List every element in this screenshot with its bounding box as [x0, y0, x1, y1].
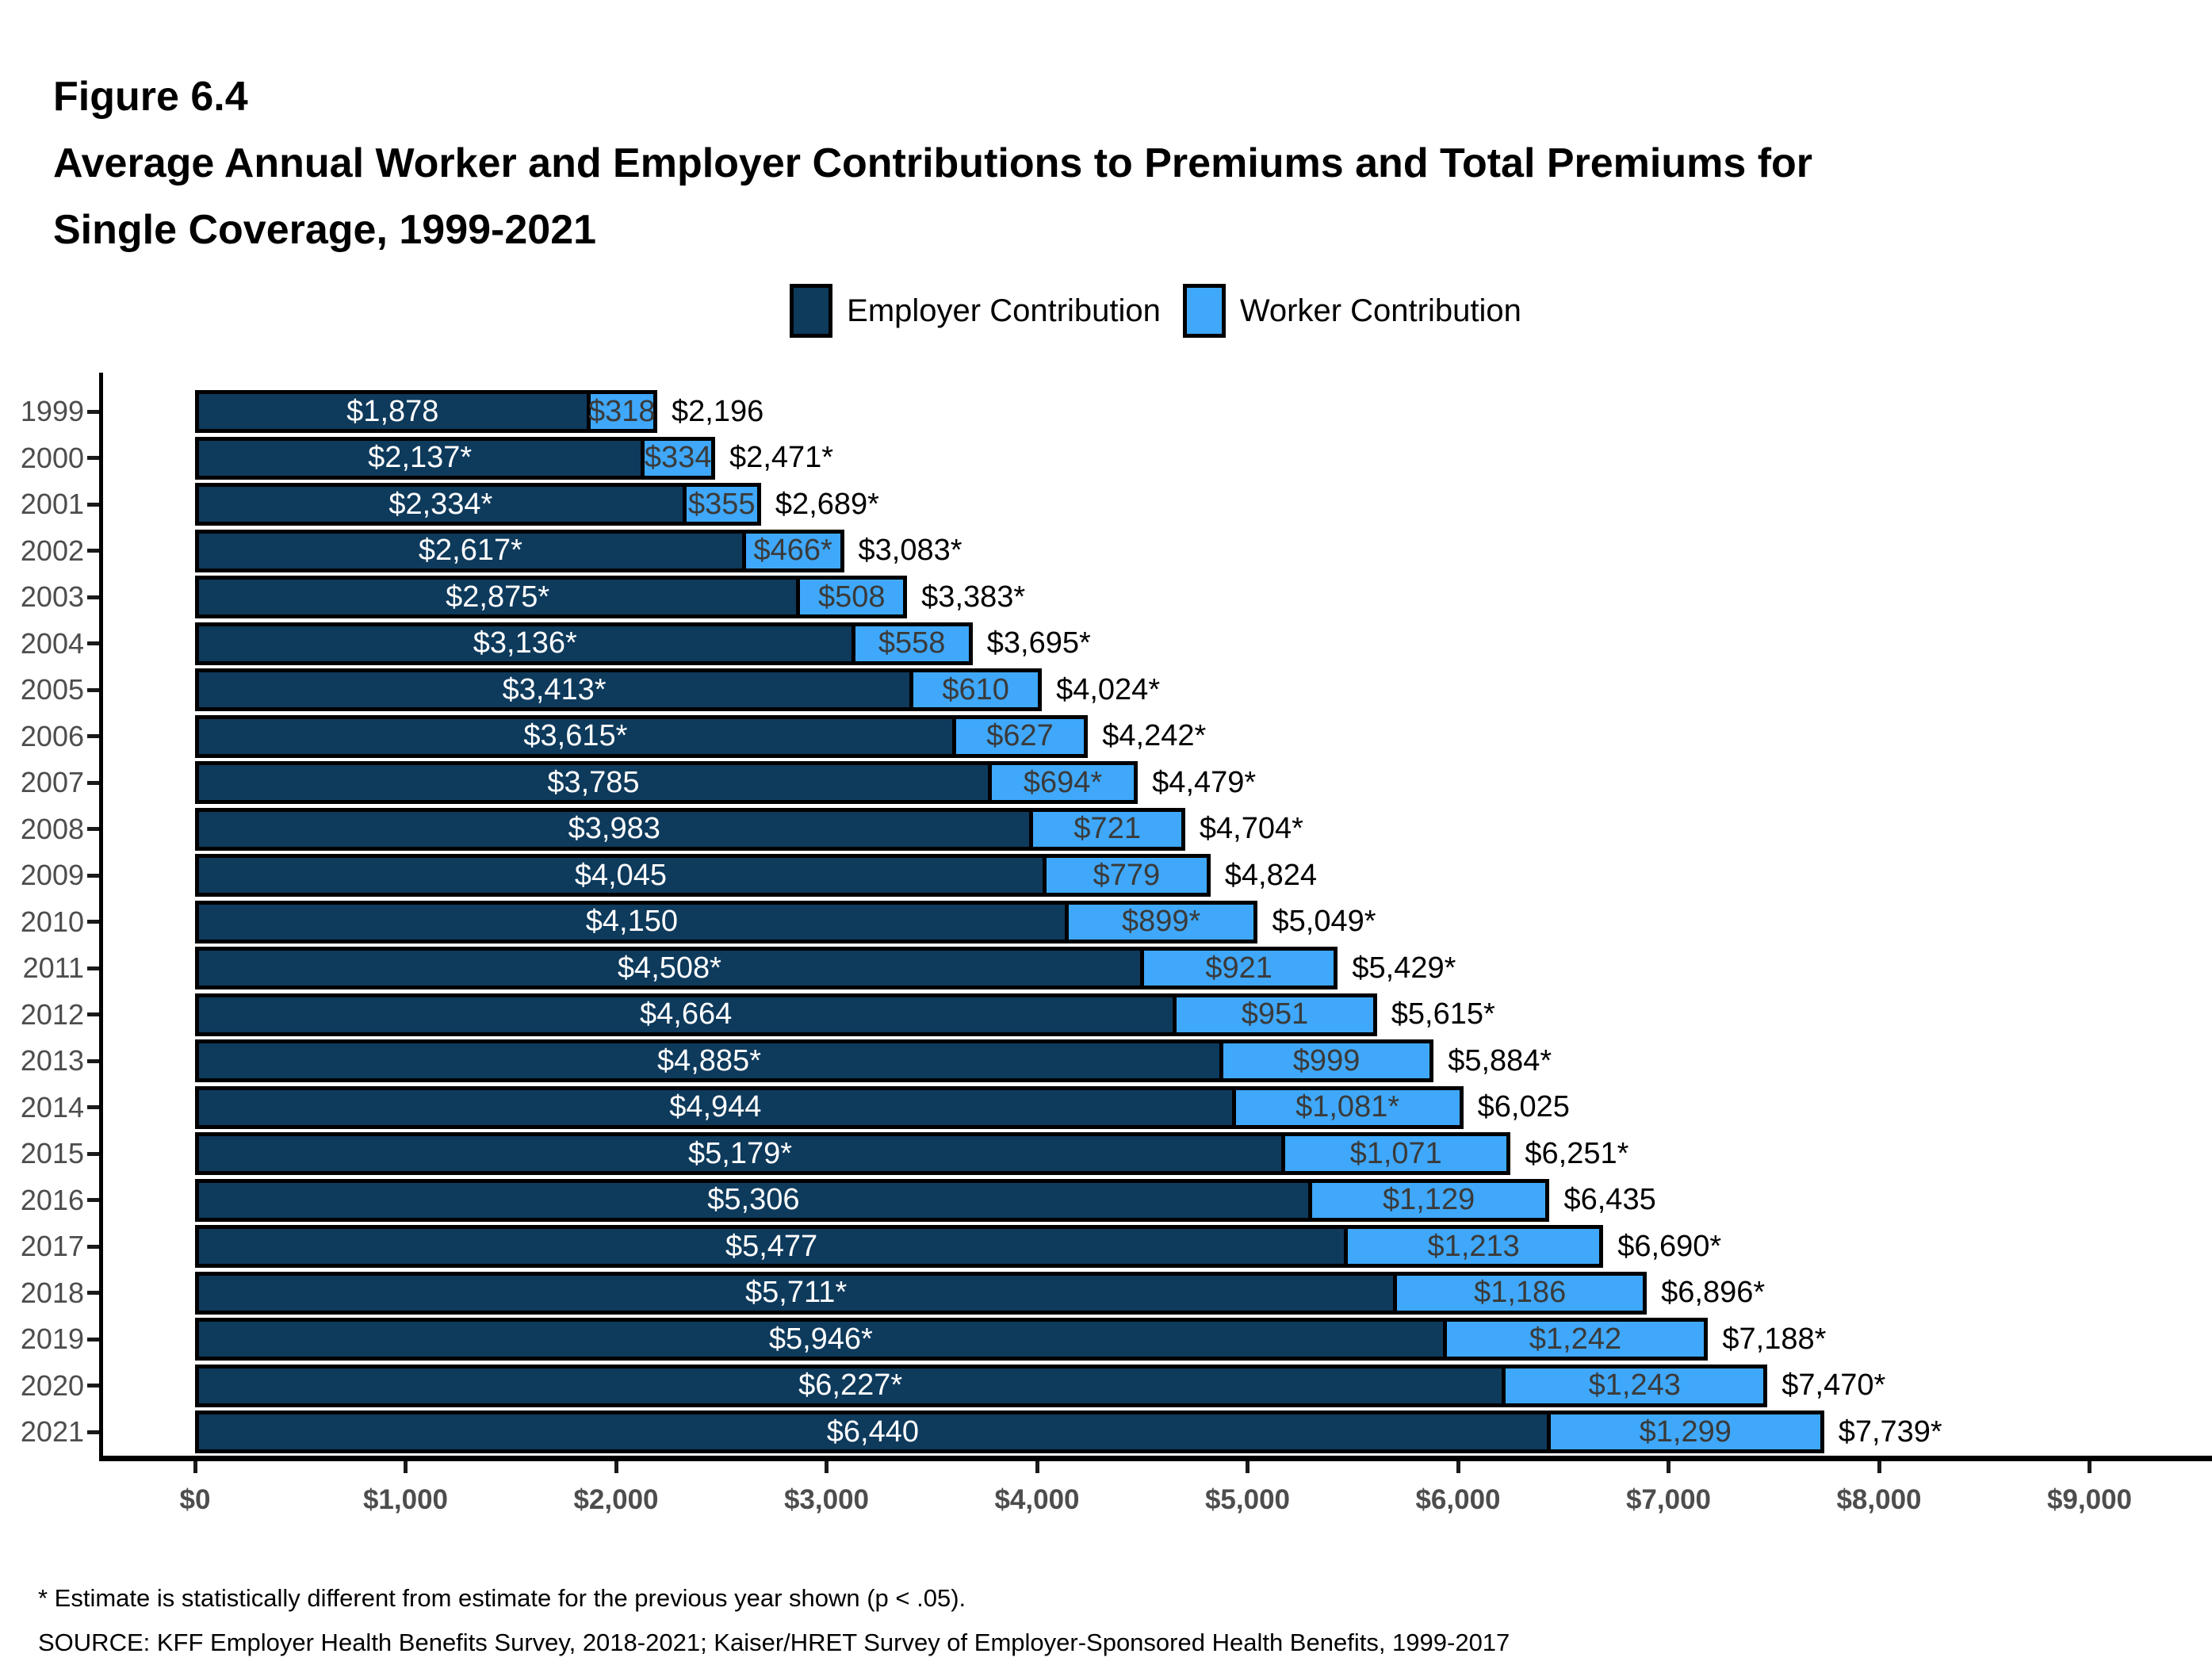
y-axis-tick: [87, 1338, 99, 1342]
y-axis-tick: [87, 874, 99, 878]
total-value-label: $7,739*: [1838, 1414, 1942, 1449]
employer-bar-segment: $4,045: [195, 854, 1047, 897]
x-axis-tick: [614, 1461, 618, 1473]
bar-row-2020: [0, 1363, 2212, 1410]
bar-row-2000: [0, 435, 2212, 482]
worker-bar-segment: $999: [1219, 1039, 1433, 1082]
worker-bar-segment: $1,129: [1308, 1179, 1550, 1222]
y-axis-tick: [87, 1152, 99, 1156]
y-axis-label-2013: 2013: [20, 1044, 84, 1077]
y-axis-tick: [87, 595, 99, 599]
y-axis-label-2021: 2021: [20, 1415, 84, 1449]
y-axis-label-2011: 2011: [22, 951, 84, 985]
worker-bar-segment: $508: [796, 576, 907, 618]
footnote-source: SOURCE: KFF Employer Health Benefits Survey, 2018-2021; Kaiser/HRET Survey of Employer-Sponsored Health Benefits, 1999-2017: [38, 1629, 1510, 1656]
total-value-label: $2,689*: [775, 487, 879, 521]
y-axis-tick: [87, 1012, 99, 1016]
total-value-label: $5,615*: [1391, 997, 1495, 1032]
x-axis-tick: [1456, 1461, 1460, 1473]
x-axis-label: $1,000: [362, 1484, 449, 1515]
y-axis-tick: [87, 920, 99, 924]
bar-row-2013: [0, 1038, 2212, 1085]
bar-row-2004: [0, 621, 2212, 668]
y-axis-tick: [87, 503, 99, 507]
y-axis-label-2019: 2019: [20, 1322, 84, 1356]
employer-bar-segment: $3,136*: [195, 622, 855, 665]
worker-bar-segment: $466*: [742, 530, 844, 572]
y-axis-tick: [87, 688, 99, 692]
x-axis-tick: [2088, 1461, 2091, 1473]
worker-bar-segment: $1,299: [1547, 1410, 1824, 1453]
y-axis-label-2009: 2009: [20, 859, 84, 892]
x-axis-tick: [1667, 1461, 1670, 1473]
y-axis-tick: [87, 641, 99, 645]
y-axis-label-2008: 2008: [20, 812, 84, 845]
bar-row-2002: [0, 528, 2212, 575]
y-axis-label-2006: 2006: [20, 719, 84, 752]
x-axis-line: [99, 1456, 2212, 1461]
bar-row-2017: [0, 1223, 2212, 1270]
bar-row-2016: [0, 1177, 2212, 1224]
y-axis-label-2012: 2012: [20, 997, 84, 1031]
employer-bar-segment: $2,334*: [195, 483, 687, 526]
x-axis-tick: [1246, 1461, 1250, 1473]
y-axis-label-2005: 2005: [20, 673, 84, 706]
x-axis-tick: [1877, 1461, 1881, 1473]
x-axis-tick: [1035, 1461, 1039, 1473]
y-axis-tick: [87, 1105, 99, 1109]
worker-bar-segment: $899*: [1065, 901, 1258, 944]
y-axis-tick: [87, 456, 99, 460]
y-axis-label-2018: 2018: [20, 1276, 84, 1309]
y-axis-tick: [87, 1245, 99, 1249]
y-axis-label-1999: 1999: [20, 395, 84, 428]
chart-title-line1: Average Annual Worker and Employer Contributions to Premiums and Total Premiums for: [53, 140, 1813, 186]
bar-row-2009: [0, 852, 2212, 899]
y-axis-tick: [87, 1291, 99, 1295]
total-value-label: $3,383*: [921, 580, 1026, 614]
employer-bar-segment: $4,944: [195, 1086, 1236, 1129]
y-axis-tick: [87, 549, 99, 553]
total-value-label: $5,884*: [1448, 1043, 1552, 1077]
total-value-label: $4,704*: [1199, 812, 1303, 846]
employer-bar-segment: $2,875*: [195, 576, 800, 618]
y-axis-label-2020: 2020: [20, 1368, 84, 1402]
bar-row-2019: [0, 1316, 2212, 1363]
y-axis-label-2017: 2017: [20, 1230, 84, 1263]
figure-label: Figure 6.4: [53, 74, 248, 120]
x-axis-label: $3,000: [783, 1484, 870, 1515]
worker-bar-segment: $951: [1173, 993, 1376, 1036]
employer-bar-segment: $4,150: [195, 901, 1069, 944]
y-axis-label-2004: 2004: [20, 626, 84, 660]
worker-bar-segment: $1,071: [1281, 1132, 1510, 1175]
bar-row-2012: [0, 992, 2212, 1039]
worker-bar-segment: $921: [1140, 947, 1338, 989]
y-axis-label-2000: 2000: [20, 441, 84, 474]
worker-bar-segment: $721: [1029, 808, 1184, 851]
bar-row-1999: [0, 388, 2212, 435]
total-value-label: $7,188*: [1722, 1322, 1827, 1356]
x-axis-label: $5,000: [1204, 1484, 1291, 1515]
x-axis-label: $6,000: [1415, 1484, 1501, 1515]
bar-row-2006: [0, 714, 2212, 760]
total-value-label: $4,242*: [1102, 719, 1207, 753]
x-axis-label: $2,000: [573, 1484, 659, 1515]
worker-bar-segment: $1,186: [1393, 1272, 1647, 1315]
worker-bar-segment: $355: [683, 483, 761, 526]
bar-row-2003: [0, 574, 2212, 621]
y-axis-label-2002: 2002: [20, 534, 84, 567]
total-value-label: $5,049*: [1272, 905, 1376, 939]
total-value-label: $2,471*: [729, 441, 834, 475]
employer-bar-segment: $4,885*: [195, 1039, 1223, 1082]
worker-bar-segment: $610: [909, 668, 1042, 711]
employer-bar-segment: $3,615*: [195, 715, 956, 758]
y-axis-label-2015: 2015: [20, 1137, 84, 1170]
total-value-label: $4,024*: [1056, 672, 1161, 706]
employer-bar-segment: $2,617*: [195, 530, 746, 572]
employer-bar-segment: $2,137*: [195, 437, 645, 480]
total-value-label: $6,435: [1563, 1183, 1656, 1217]
x-axis-tick: [193, 1461, 197, 1473]
worker-bar-segment: $334: [641, 437, 715, 480]
bar-row-2008: [0, 806, 2212, 853]
worker-bar-segment: $1,213: [1344, 1225, 1603, 1268]
y-axis-label-2007: 2007: [20, 766, 84, 799]
worker-bar-segment: $694*: [988, 761, 1138, 804]
y-axis-tick: [87, 1059, 99, 1063]
employer-bar-segment: $4,664: [195, 993, 1177, 1036]
bar-row-2018: [0, 1270, 2212, 1317]
y-axis-tick: [87, 1384, 99, 1388]
y-axis-tick: [87, 781, 99, 785]
x-axis-label: $4,000: [994, 1484, 1080, 1515]
y-axis-tick: [87, 734, 99, 738]
worker-bar-segment: $1,243: [1502, 1365, 1767, 1407]
legend-employer-label: Employer Contribution: [847, 293, 1161, 328]
bar-row-2001: [0, 481, 2212, 528]
total-value-label: $6,025: [1477, 1090, 1570, 1124]
total-value-label: $6,251*: [1525, 1136, 1629, 1170]
total-value-label: $3,695*: [986, 626, 1091, 660]
x-axis-label: $0: [179, 1484, 211, 1515]
x-axis-label: $8,000: [1836, 1484, 1922, 1515]
total-value-label: $6,896*: [1661, 1276, 1766, 1310]
employer-bar-segment: $1,878: [195, 390, 591, 433]
employer-bar-segment: $3,413*: [195, 668, 913, 711]
total-value-label: $3,083*: [858, 534, 962, 568]
bar-row-2014: [0, 1085, 2212, 1131]
worker-bar-segment: $627: [952, 715, 1088, 758]
bar-row-2005: [0, 667, 2212, 714]
employer-bar-segment: $6,440: [195, 1410, 1551, 1453]
footnotes: [38, 1576, 1510, 1665]
footnote-asterisk: * Estimate is statistically different from estimate for the previous year shown (p < .05).: [38, 1584, 966, 1612]
total-value-label: $7,470*: [1781, 1368, 1886, 1403]
chart-title-line2: Single Coverage, 1999-2021: [53, 207, 597, 253]
y-axis-label-2003: 2003: [20, 580, 84, 614]
y-axis-label-2010: 2010: [20, 905, 84, 938]
y-axis-tick: [87, 827, 99, 831]
y-axis-tick: [87, 966, 99, 970]
total-value-label: $4,479*: [1152, 765, 1257, 799]
total-value-label: $5,429*: [1352, 951, 1456, 985]
employer-bar-segment: $5,179*: [195, 1132, 1285, 1175]
bar-row-2015: [0, 1131, 2212, 1177]
worker-bar-segment: $558: [852, 622, 973, 665]
total-value-label: $4,824: [1224, 858, 1317, 892]
y-axis-label-2014: 2014: [20, 1090, 84, 1123]
employer-bar-segment: $6,227*: [195, 1365, 1506, 1407]
total-value-label: $6,690*: [1617, 1229, 1722, 1263]
employer-bar-segment: $5,711*: [195, 1272, 1397, 1315]
bar-row-2010: [0, 899, 2212, 946]
employer-bar-segment: $3,785: [195, 761, 992, 804]
x-axis-tick: [825, 1461, 829, 1473]
x-axis-tick: [404, 1461, 408, 1473]
x-axis-label: $9,000: [2046, 1484, 2133, 1515]
total-value-label: $2,196: [672, 394, 764, 428]
y-axis-tick: [87, 1430, 99, 1434]
bar-row-2021: [0, 1409, 2212, 1456]
worker-bar-segment: $1,081*: [1232, 1086, 1464, 1129]
x-axis-label: $7,000: [1625, 1484, 1712, 1515]
worker-bar-segment: $1,242: [1443, 1318, 1709, 1361]
bar-row-2007: [0, 760, 2212, 806]
employer-bar-segment: $5,946*: [195, 1318, 1447, 1361]
y-axis-label-2001: 2001: [20, 488, 84, 521]
employer-bar-segment: $5,477: [195, 1225, 1348, 1268]
y-axis-label-2016: 2016: [20, 1183, 84, 1216]
legend-worker-label: Worker Contribution: [1239, 293, 1521, 328]
bar-rows: [0, 388, 2212, 1456]
worker-bar-segment: $779: [1043, 854, 1211, 897]
bar-row-2011: [0, 945, 2212, 992]
employer-bar-segment: $5,306: [195, 1179, 1312, 1222]
employer-bar-segment: $4,508*: [195, 947, 1144, 989]
employer-bar-segment: $3,983: [195, 808, 1033, 851]
y-axis-tick: [87, 410, 99, 414]
y-axis-tick: [87, 1198, 99, 1202]
worker-bar-segment: $318: [587, 390, 657, 433]
